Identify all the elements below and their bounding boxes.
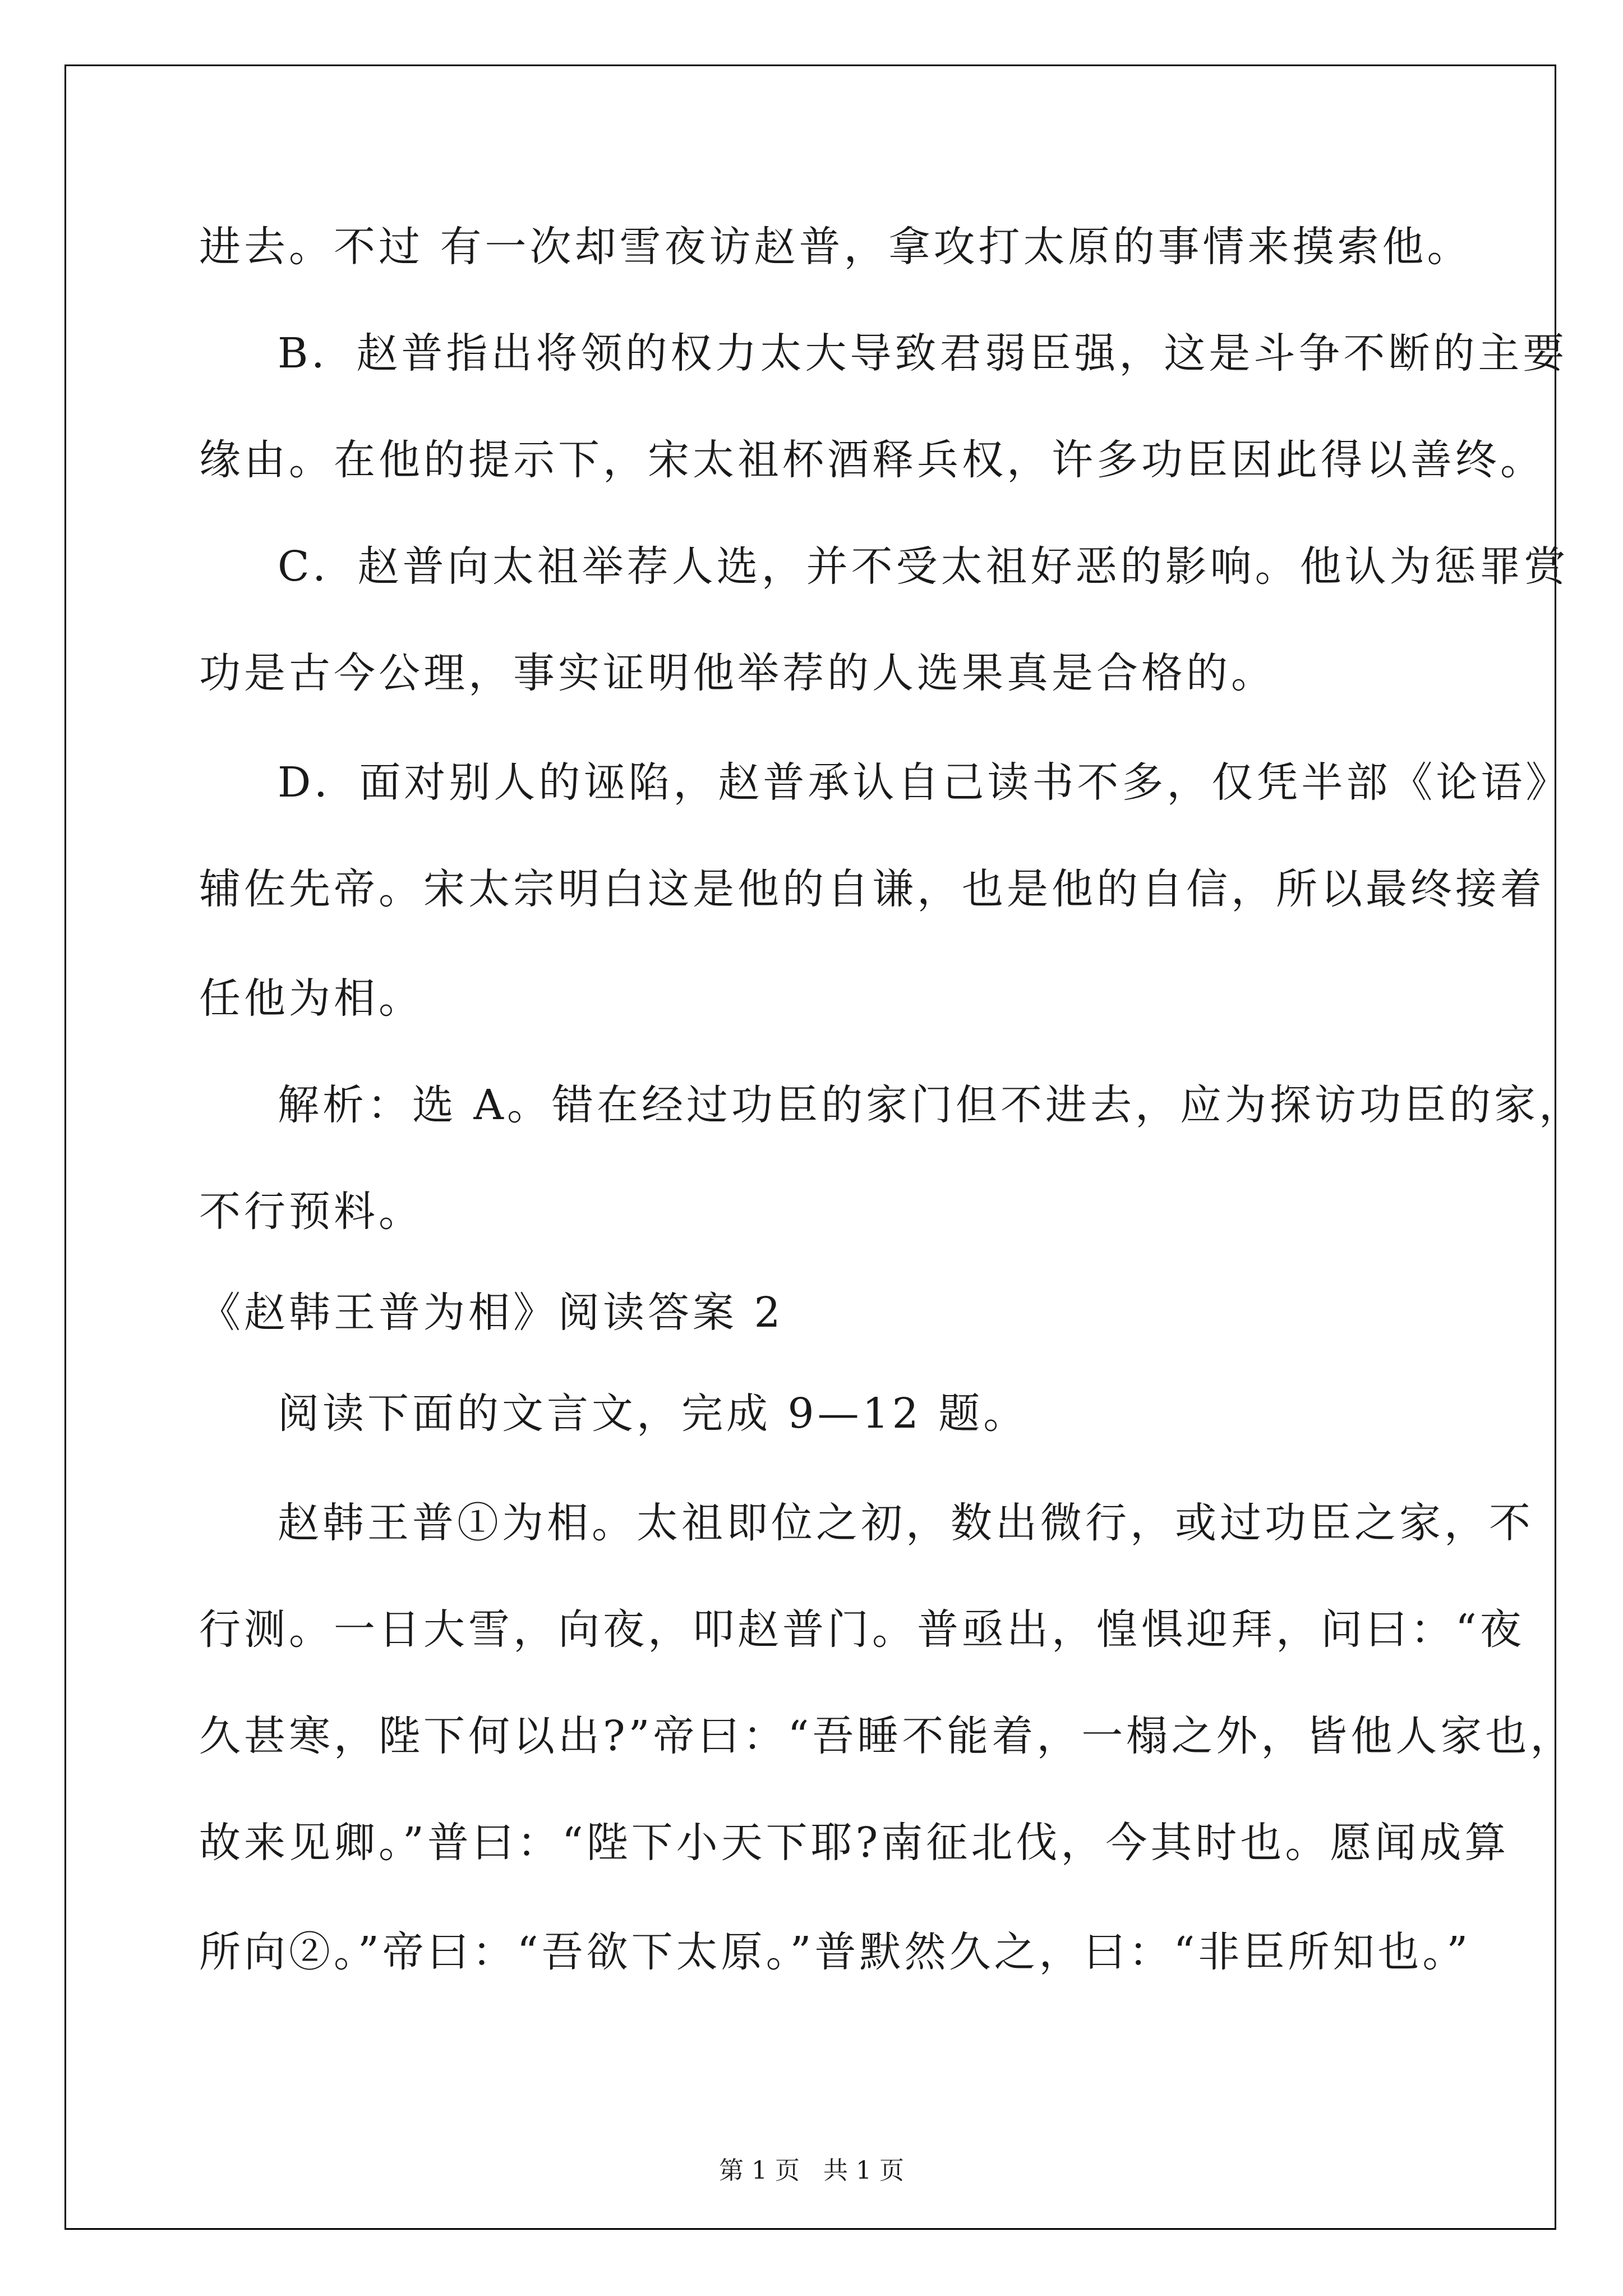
text-line: B．赵普指出将领的权力太大导致君弱臣强，这是斗争不断的主要 — [278, 329, 1568, 378]
text-line: 不行预料。 — [199, 1188, 423, 1236]
page-border — [64, 65, 1556, 2230]
text-line: 功是古今公理，事实证明他举荐的人选果真是合格的。 — [199, 649, 1276, 697]
text-line: D．面对别人的诬陷，赵普承认自己读书不多，仅凭半部《论语》 — [278, 758, 1571, 807]
text-line: 赵韩王普①为相。太祖即位之初，数出微行，或过功臣之家，不 — [278, 1499, 1534, 1547]
section-heading: 《赵韩王普为相》阅读答案 2 — [199, 1289, 784, 1337]
text-line: 进去。不过 有一次却雪夜访赵普，拿攻打太原的事情来摸索他。 — [199, 223, 1472, 271]
text-line: C．赵普向太祖举荐人选，并不受太祖好恶的影响。他认为惩罪赏 — [278, 542, 1569, 591]
text-line: 阅读下面的文言文，完成 9—12 题。 — [278, 1389, 1029, 1438]
text-line: 缘由。在他的提示下，宋太祖杯酒释兵权，许多功臣因此得以善终。 — [199, 436, 1545, 484]
text-line: 辅佐先帝。宋太宗明白这是他的自谦，也是他的自信，所以最终接着 — [199, 865, 1545, 913]
text-line: 所向②。”帝曰：“吾欲下太原。”普默然久之，曰：“非臣所知也。” — [199, 1928, 1472, 1976]
text-line: 任他为相。 — [199, 974, 423, 1023]
text-line: 行测。一日大雪，向夜，叩赵普门。普亟出，惶惧迎拜，问曰：“夜 — [199, 1605, 1525, 1654]
page-footer: 第 1 页 共 1 页 — [719, 2156, 904, 2185]
text-line: 解析：选 A。错在经过功臣的家门但不进去，应为探访功臣的家， — [278, 1081, 1584, 1129]
text-line: 久甚寒，陛下何以出?”帝曰：“吾睡不能着，一榻之外，皆他人家也， — [199, 1712, 1575, 1760]
text-line: 故来见卿。”普曰：“陛下小天下耶?南征北伐，今其时也。愿闻成算 — [199, 1819, 1510, 1867]
